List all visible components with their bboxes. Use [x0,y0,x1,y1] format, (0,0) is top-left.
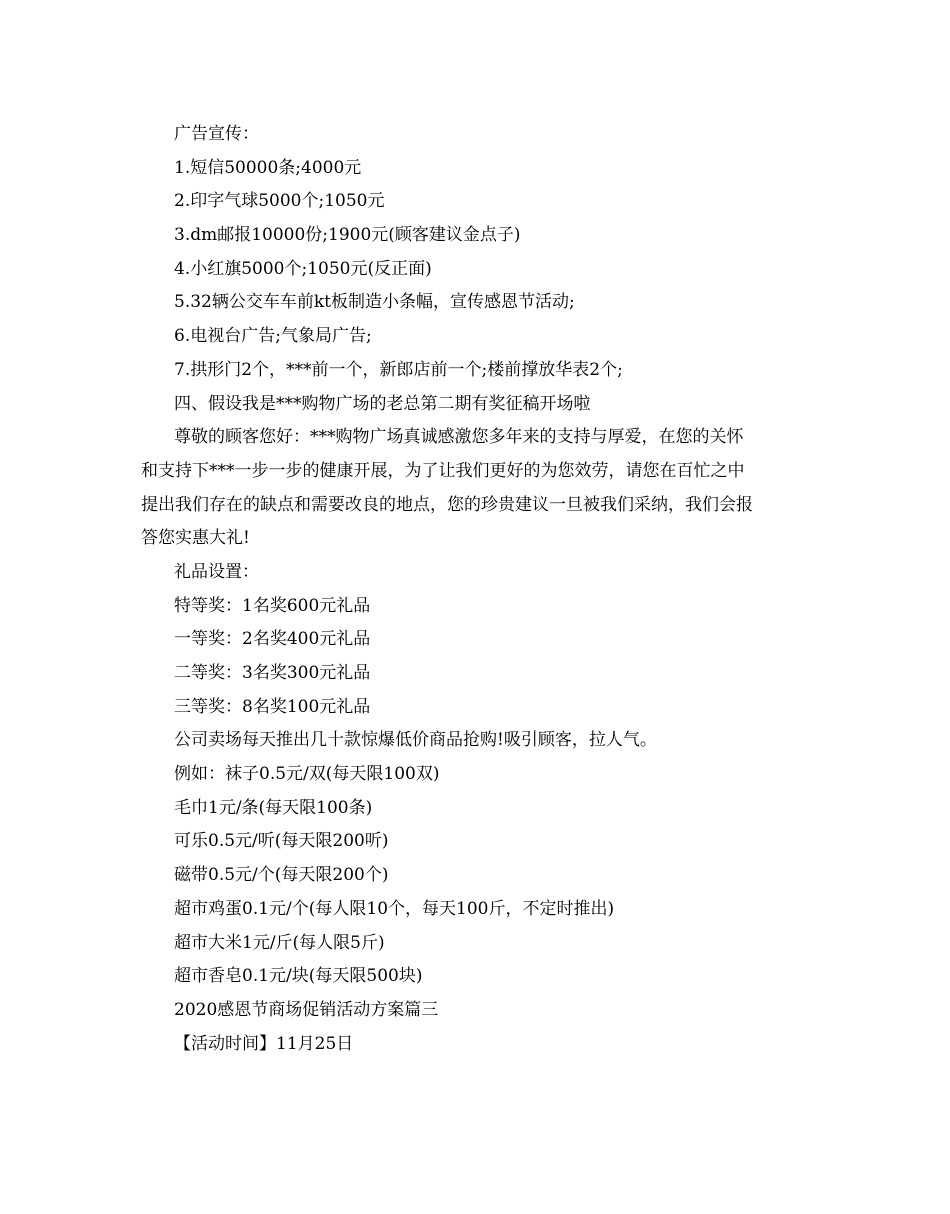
list-item: 7.拱形门2个，***前一个，新郎店前一个;楼前撑放华表2个; [174,359,623,380]
deal-item: 毛巾1元/条(每天限100条) [174,797,373,818]
prize-item: 一等奖：2名奖400元礼品 [174,629,371,650]
list-item: 6.电视台广告;气象局广告; [174,326,372,347]
paragraph-line: 提出我们存在的缺点和需要改良的地点，您的珍贵建议一旦被我们采纳，我们会报 [141,494,753,515]
prize-item: 二等奖：3名奖300元礼品 [174,663,371,683]
activity-time: 【活动时间】11月25日 [174,1033,354,1054]
text-line: 公司卖场每天推出几十款惊爆低价商品抢购!吸引顾客，拉人气。 [174,730,657,751]
section-heading-advertising: 广告宣传： [174,124,259,144]
document-body [141,118,813,1061]
prize-item: 三等奖：8名奖100元礼品 [174,696,371,717]
deal-item: 超市大米1元/斤(每人限5斤) [174,932,385,953]
prize-item: 特等奖：1名奖600元礼品 [174,595,371,616]
list-item: 5.32辆公交车车前kt板制造小条幅，宣传感恩节活动; [174,292,575,313]
list-item: 3.dm邮报10000份;1900元(顾客建议金点子) [174,225,521,246]
deal-item: 磁带0.5元/个(每天限200个) [174,865,389,886]
paragraph-line: 答您实惠大礼! [141,528,250,549]
section-heading: 四、假设我是***购物广场的老总第二期有奖征稿开场啦 [174,393,591,414]
greeting-paragraph [141,421,813,556]
list-item: 1.短信50000条;4000元 [174,157,362,178]
section-heading-gifts: 礼品设置： [174,561,259,582]
paragraph-line: 尊敬的顾客您好：***购物广场真诚感激您多年来的支持与厚爱，在您的关怀 [174,427,744,448]
list-item: 4.小红旗5000个;1050元(反正面) [174,258,432,279]
deal-item: 例如：袜子0.5元/双(每天限100双) [174,764,440,785]
deal-item: 超市香皂0.1元/块(每天限500块) [174,966,423,987]
section-title: 2020感恩节商场促销活动方案篇三 [174,999,439,1020]
list-item: 2.印字气球5000个;1050元 [174,191,385,212]
paragraph-line: 和支持下***一步一步的健康开展，为了让我们更好的为您效劳，请您在百忙之中 [141,460,745,481]
deal-item: 可乐0.5元/听(每天限200听) [174,831,389,852]
deal-item: 超市鸡蛋0.1元/个(每人限10个，每天100斤，不定时推出) [174,898,615,919]
